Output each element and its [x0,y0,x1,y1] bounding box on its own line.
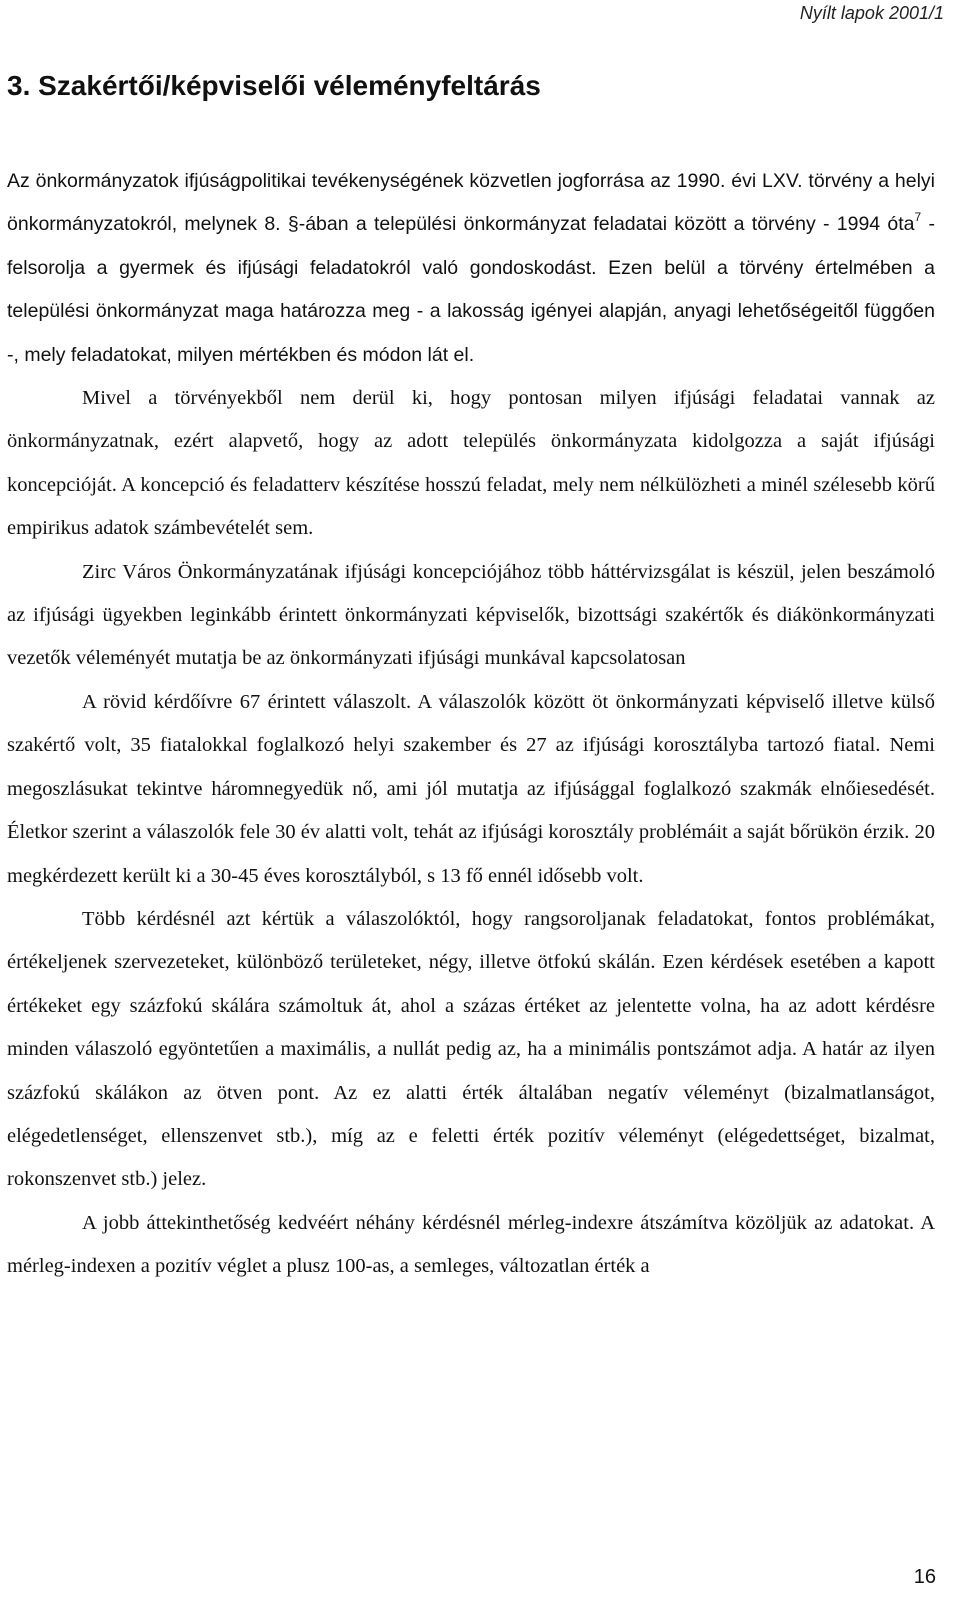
paragraph-text: Az önkormányzatok ifjúságpolitikai tevékenységének közvetlen jogforrása az 1990. évi LXV. törvény a helyi önkormányzatokról, melynek 8. §-ában a települési önkormányzat feladatai között a törvény - 1994 óta [7,170,935,236]
footnote-marker: 7 [914,209,922,224]
paragraph-balance-index: A jobb áttekinthetőség kedvéért néhány kérdésnél mérleg-indexre átszámítva közöljük az adatokat. A mérleg-indexen a pozitív véglet a plusz 100-as, a semleges, változatlan érték a [7,1211,935,1278]
paragraph-legal-basis [7,160,935,377]
paragraph-respondents: A rövid kérdőívre 67 érintett válaszolt. A válaszolók között öt önkormányzati képviselő illetve külső szakértő volt, 35 fiatalokkal foglalkozó helyi szakember és 27 az ifjúsági korosztályba tartozó fiatal. Nemi megoszlásukat tekintve háromnegyedük nő, ami jól mutatja az ifjúsággal foglalkozó szakmák elnőiesedését. Életkor szerint a válaszolók fele 30 év alatti volt, tehát az ifjúsági korosztály problémáit a saját bőrükön érzik. 20 megkérdezett került ki a 30-45 éves korosztályból, s 13 fő ennél idősebb volt. [7,690,935,887]
section-title: 3. Szakértői/képviselői véleményfeltárás [7,70,541,101]
running-header: Nyílt lapok 2001/1 [799,3,944,23]
paragraph-background: Zirc Város Önkormányzatának ifjúsági koncepciójához több háttérvizsgálat is készül, jelen beszámoló az ifjúsági ügyekben leginkább érintett önkormányzati képviselők, bizottsági szakértők és diákönkormányzati vezetők véleményét mutatja be az önkormányzati ifjúsági munkával kapcsolatosan [7,560,935,670]
paragraph-concept: Mivel a törvényekből nem derül ki, hogy pontosan milyen ifjúsági feladatai vannak az önkormányzatnak, ezért alapvető, hogy az adott település önkormányzata kidolgozza a saját ifjúsági koncepcióját. A koncepció és feladatterv készítése hosszú feladat, mely nem nélkülözheti a minél szélesebb körű empirikus adatok számbevételét sem. [7,387,935,540]
paragraph-text: - felsorolja a gyermek és ifjúsági feladatokról való gondoskodást. Ezen belül a törvény értelmében a települési önkormányzat maga határozza meg - a lakosság igényei alapján, anyagi lehetőségeitől függően -, mely feladatokat, milyen mértékben és módon lát el. [7,213,935,366]
page-number: 16 [913,1566,936,1588]
paragraph-scales: Több kérdésnél azt kértük a válaszolóktól, hogy rangsoroljanak feladatokat, fontos problémákat, értékeljenek szervezeteket, különböző területeket, négy, illetve ötfokú skálán. Ezen kérdések esetében a kapott értékeket egy százfokú skálára számoltuk át, ahol a százas értéket az jelentette volna, ha az adott kérdésre minden válaszoló egyöntetűen a maximális, a nullát pedig az, ha a minimális pontszámot adja. A határ az ilyen százfokú skálákon az ötven pont. Az ez alatti érték általában negatív véleményt (bizalmatlanságot, elégedetlenséget, ellenszenvet stb.), míg az e feletti érték pozitív véleményt (elégedettséget, bizalmat, rokonszenvet stb.) jelez. [7,907,935,1191]
document-body [7,160,935,1289]
